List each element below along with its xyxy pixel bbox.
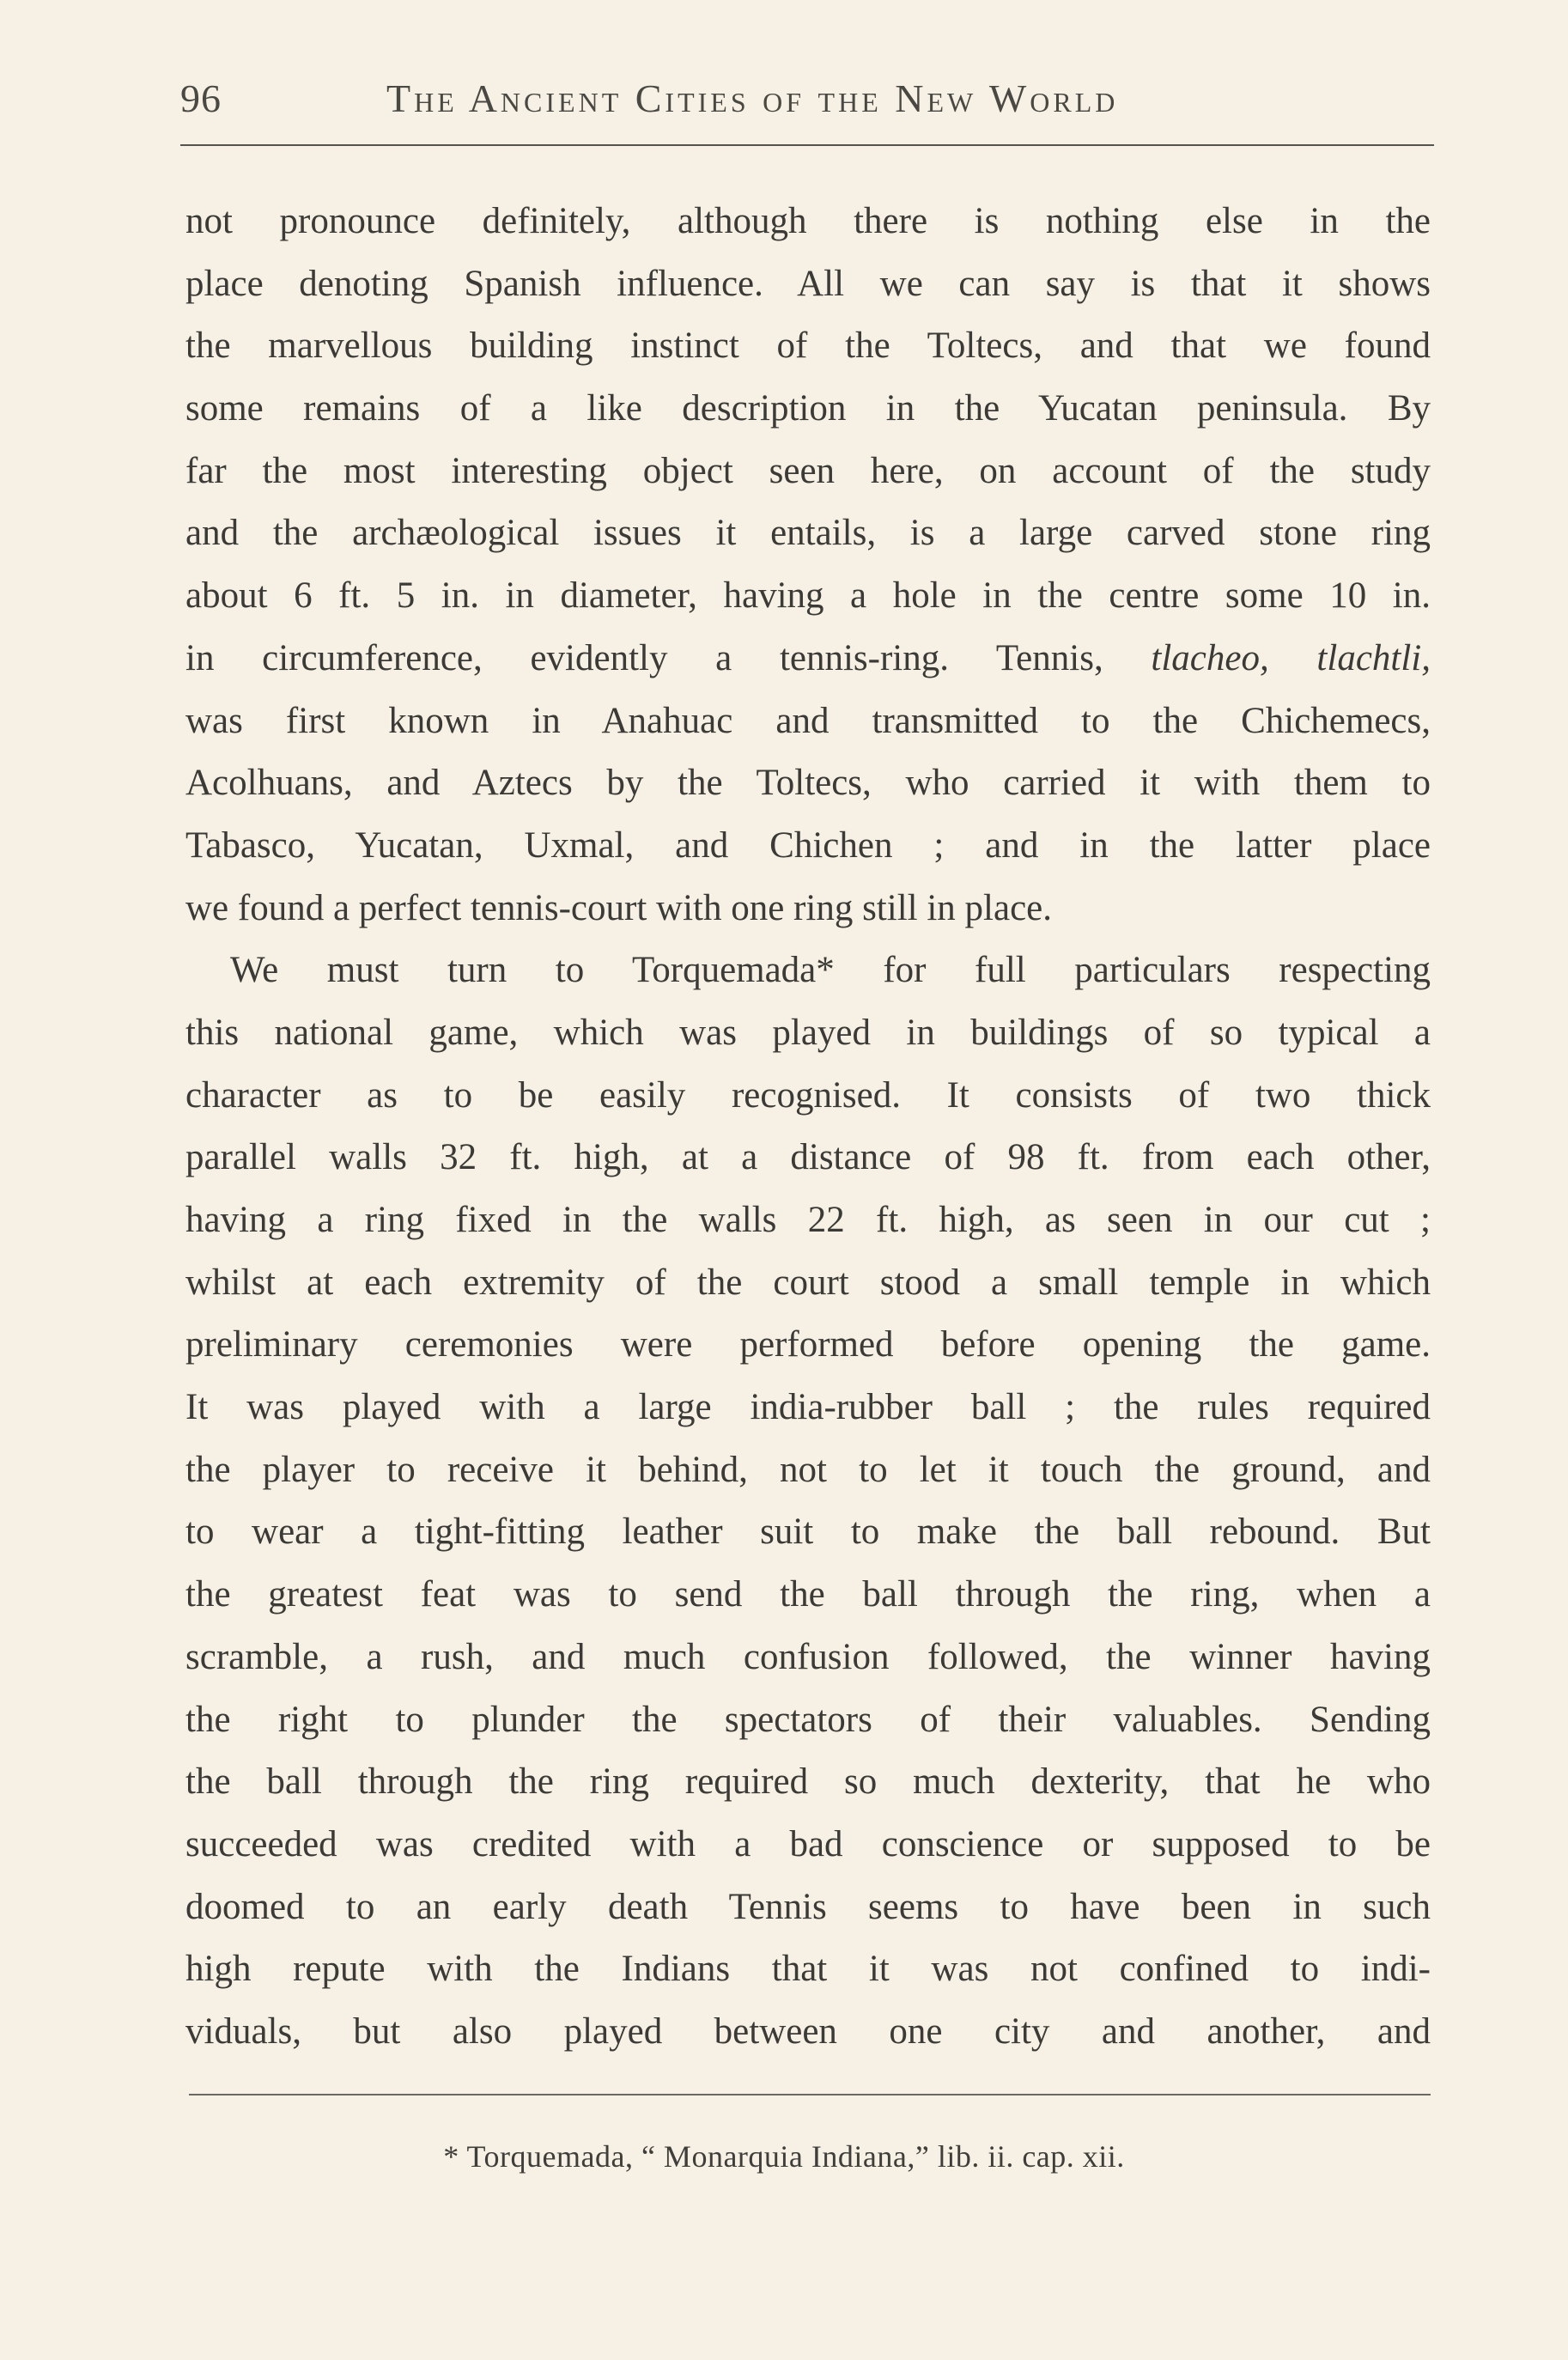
text-line: scramble, a rush, and much confusion followed, the winner having [185,1636,1431,1677]
text-line: to wear a tight-fitting leather suit to make the ball rebound. But [185,1511,1431,1553]
text-line: the player to receive it behind, not to let it touch the ground, and [185,1449,1431,1490]
text-line: doomed to an early death Tennis seems to have been in such [185,1886,1431,1927]
text-line: preliminary ceremonies were performed before opening the game. [185,1324,1431,1366]
text-line: the ball through the ring required so much dexterity, that he who [185,1761,1431,1803]
text-line: the marvellous building instinct of the Toltecs, and that we found [185,325,1431,367]
footnote-rule [189,2094,1431,2095]
text-line: Tabasco, Yucatan, Uxmal, and Chichen ; and in the latter place [185,824,1431,866]
text-line: place denoting Spanish influence. All we can say is that it shows [185,263,1431,304]
text-line: having a ring fixed in the walls 22 ft. high, as seen in our cut ; [185,1200,1431,1240]
text-line: this national game, which was played in buildings of so typical a [185,1012,1431,1053]
text-line: about 6 ft. 5 in. in diameter, having a hole in the centre some 10 in. [185,575,1431,617]
italic-term: tlacheo, tlachtli, [1151,637,1431,678]
text-line: character as to be easily recognised. It consists of two thick [185,1074,1431,1116]
page-header [180,76,1434,136]
header-rule [180,144,1434,146]
text-line: not pronounce definitely, although there is nothing else in the [185,201,1431,241]
text-line-with-italic [185,628,1431,690]
text-line: whilst at each extremity of the court stood a small temple in which [185,1262,1431,1303]
text-line: high repute with the Indians that it was not confined to indi- [185,1949,1431,1990]
text-line: and the archæological issues it entails, is a large carved stone ring [185,513,1431,554]
text-line: It was played with a large india-rubber ball ; the rules required [185,1387,1431,1428]
text-line: some remains of a like description in the Yucatan peninsula. By [185,388,1431,429]
text-line: was first known in Anahuac and transmitted to the Chichemecs, [185,700,1431,741]
text-line: we found a perfect tennis-court with one ring still in place. [185,887,1052,928]
page-number: 96 [180,76,222,120]
text-line: succeeded was credited with a bad conscience or supposed to be [185,1823,1431,1864]
text-line: far the most interesting object seen here, on account of the study [185,450,1431,491]
text-line: Acolhuans, and Aztecs by the Toltecs, who carried it with them to [185,763,1431,804]
text-line-segment: in circumference, evidently a tennis-ring. Tennis, [185,637,1103,678]
running-title: The Ancient Cities of the New World [386,76,1119,120]
body-text [185,191,1431,2064]
text-line: the greatest feat was to send the ball through the ring, when a [185,1574,1431,1615]
footnote: * Torquemada, “ Monarquia Indiana,” lib. ii. cap. xii. [443,2139,1125,2174]
text-line: parallel walls 32 ft. high, at a distance of 98 ft. from each other, [185,1137,1431,1178]
text-line: the right to plunder the spectators of their valuables. Sending [185,1699,1431,1740]
paragraph-first-line: We must turn to Torquemada* for full particulars respecting [230,950,1431,991]
text-line: viduals, but also played between one city and another, and [185,2010,1431,2052]
